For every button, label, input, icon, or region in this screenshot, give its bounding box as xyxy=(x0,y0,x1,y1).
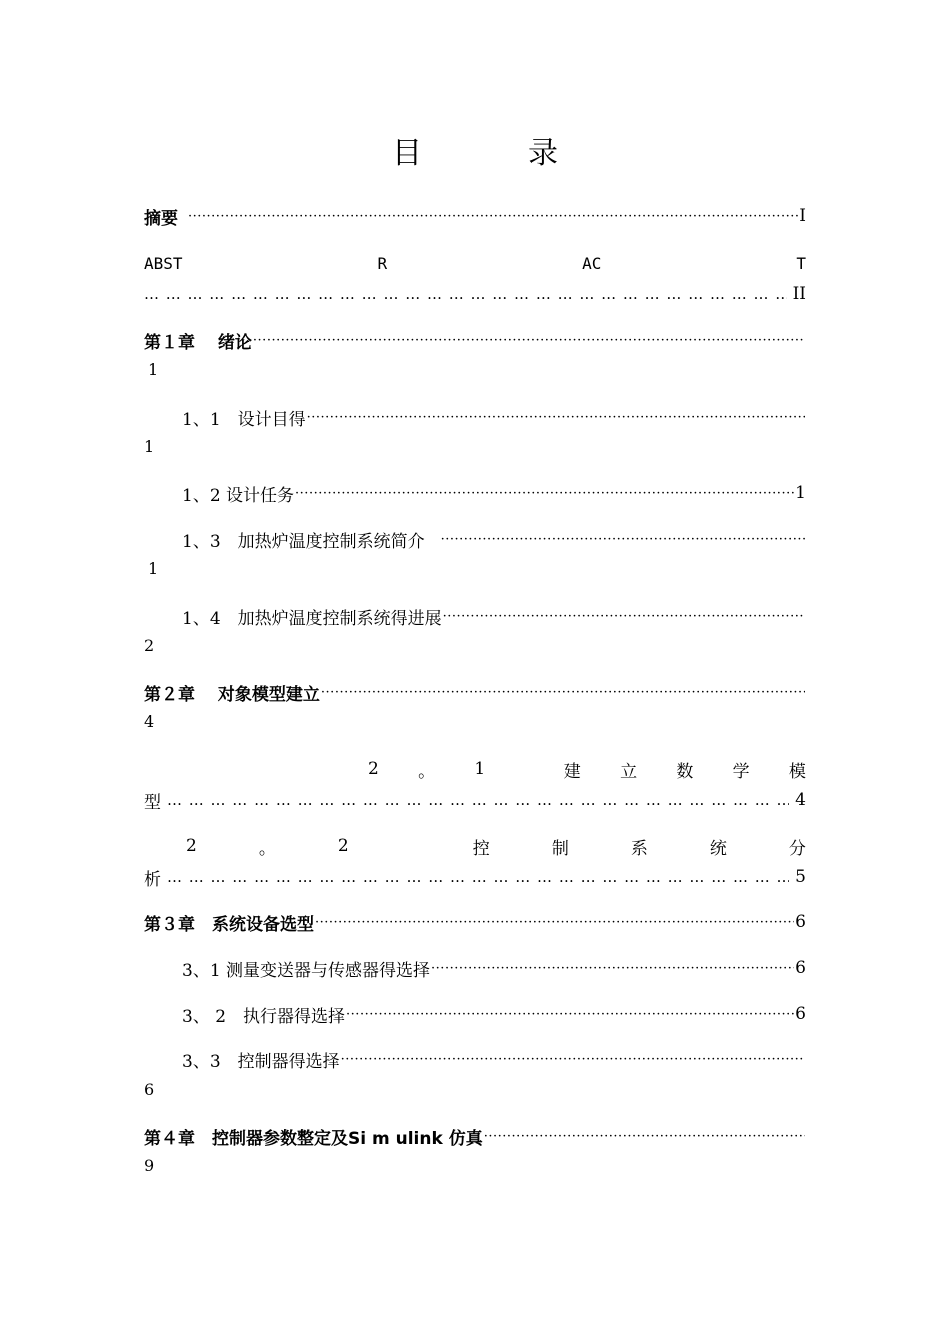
toc-char: 2 xyxy=(186,836,197,856)
toc-page-number: I xyxy=(799,206,806,226)
dot-leader xyxy=(167,791,789,809)
toc-char: 型 xyxy=(144,792,161,813)
toc-entry-label: 第１章 绪论 xyxy=(144,332,252,352)
toc-entry-label: 3、1 测量变送器与传感器得选择 xyxy=(182,960,431,980)
dot-leader xyxy=(443,609,805,624)
toc-entry-1-2[interactable] xyxy=(182,481,806,505)
dot-leader xyxy=(341,1052,805,1067)
abstract-part: T xyxy=(796,253,806,273)
toc-char: 。 xyxy=(258,838,276,859)
toc-page-number: 2 xyxy=(144,636,155,655)
toc-entry-2-2[interactable] xyxy=(186,834,806,858)
toc-page-number: 1 xyxy=(144,437,155,456)
toc-entry-abstract-cn[interactable] xyxy=(144,204,806,228)
toc-entry-label: 1、2 设计任务 xyxy=(182,485,295,505)
toc-entry-chapter-4[interactable] xyxy=(144,1124,806,1148)
dot-leader xyxy=(441,532,805,547)
toc-page-number: 4 xyxy=(795,790,806,810)
toc-char: 。 xyxy=(418,761,436,782)
toc-entry-label: 1、1 设计目得 xyxy=(182,409,306,429)
toc-entry-label: 3、 2 执行器得选择 xyxy=(182,1006,346,1026)
toc-entry-1-4[interactable] xyxy=(182,604,806,628)
toc-char: 立 xyxy=(620,761,638,782)
toc-char: 数 xyxy=(676,761,694,782)
toc-entry-abstract-en[interactable] xyxy=(144,251,806,275)
toc-char: 分 xyxy=(788,838,806,859)
dot-leader xyxy=(307,410,805,425)
toc-page-number: II xyxy=(792,284,806,304)
toc-entry-3-2[interactable] xyxy=(182,1002,806,1026)
toc-entry-chapter-2[interactable] xyxy=(144,680,806,704)
toc-entry-label: 第３章 系统设备选型 xyxy=(144,914,314,934)
dot-leader xyxy=(144,285,787,303)
toc-page-number: 1 xyxy=(148,360,159,379)
toc-entry-3-3[interactable] xyxy=(182,1047,806,1071)
toc-entry-label: 1、4 加热炉温度控制系统得进展 xyxy=(182,608,442,628)
dot-leader xyxy=(167,868,789,886)
toc-entry-2-1-leader xyxy=(144,788,806,812)
toc-char: 统 xyxy=(709,838,727,859)
toc-entry-3-1[interactable] xyxy=(182,956,806,980)
toc-entry-chapter-1[interactable] xyxy=(144,328,806,352)
toc-char: 控 xyxy=(472,838,490,859)
dot-leader xyxy=(346,1007,794,1022)
toc-char: 系 xyxy=(630,838,648,859)
toc-char: 模 xyxy=(788,761,806,782)
dot-leader xyxy=(295,486,794,501)
toc-page-number: 6 xyxy=(795,958,806,978)
toc-entry-label: 第４章 控制器参数整定及Si m ulink 仿真 xyxy=(144,1128,483,1148)
toc-char: 制 xyxy=(551,838,569,859)
toc-char: 建 xyxy=(563,761,581,782)
toc-page-number: 6 xyxy=(795,1004,806,1024)
abstract-part: AC xyxy=(582,253,602,273)
dot-leader xyxy=(321,685,805,700)
toc-page-number: 4 xyxy=(144,712,155,731)
toc-char: 析 xyxy=(144,869,161,890)
toc-entry-2-1[interactable] xyxy=(368,757,806,781)
dot-leader xyxy=(315,915,794,930)
toc-entry-label: 摘要 xyxy=(144,208,178,228)
toc-entry-chapter-3[interactable] xyxy=(144,910,806,934)
toc-entry-label: 第２章 对象模型建立 xyxy=(144,684,320,704)
dot-leader xyxy=(484,1129,805,1144)
toc-page-number: 1 xyxy=(148,559,159,578)
dot-leader xyxy=(188,209,798,224)
toc-entry-label: 3、3 控制器得选择 xyxy=(182,1051,340,1071)
toc-entry-label: 1、3 加热炉温度控制系统简介 xyxy=(182,531,425,551)
toc-char: 1 xyxy=(474,759,486,779)
toc-page-number: 9 xyxy=(144,1156,155,1175)
dot-leader xyxy=(253,333,805,348)
toc-char: 2 xyxy=(337,836,349,856)
page-title: 目 录 xyxy=(392,136,596,171)
toc-page-number: 5 xyxy=(795,867,806,887)
abstract-part: ABST xyxy=(144,253,183,273)
dot-leader xyxy=(431,961,794,976)
toc-page-number: 6 xyxy=(795,912,806,932)
toc-page-number: 6 xyxy=(144,1080,155,1099)
toc-char: 学 xyxy=(732,761,750,782)
toc-entry-abstract-en-leader xyxy=(144,282,806,306)
toc-char: 2 xyxy=(368,759,379,779)
toc-entry-1-3[interactable] xyxy=(182,527,806,551)
toc-entry-1-1[interactable] xyxy=(182,405,806,429)
toc-page-number: 1 xyxy=(795,483,806,503)
toc-entry-2-2-leader xyxy=(144,865,806,889)
abstract-part: R xyxy=(377,253,388,273)
